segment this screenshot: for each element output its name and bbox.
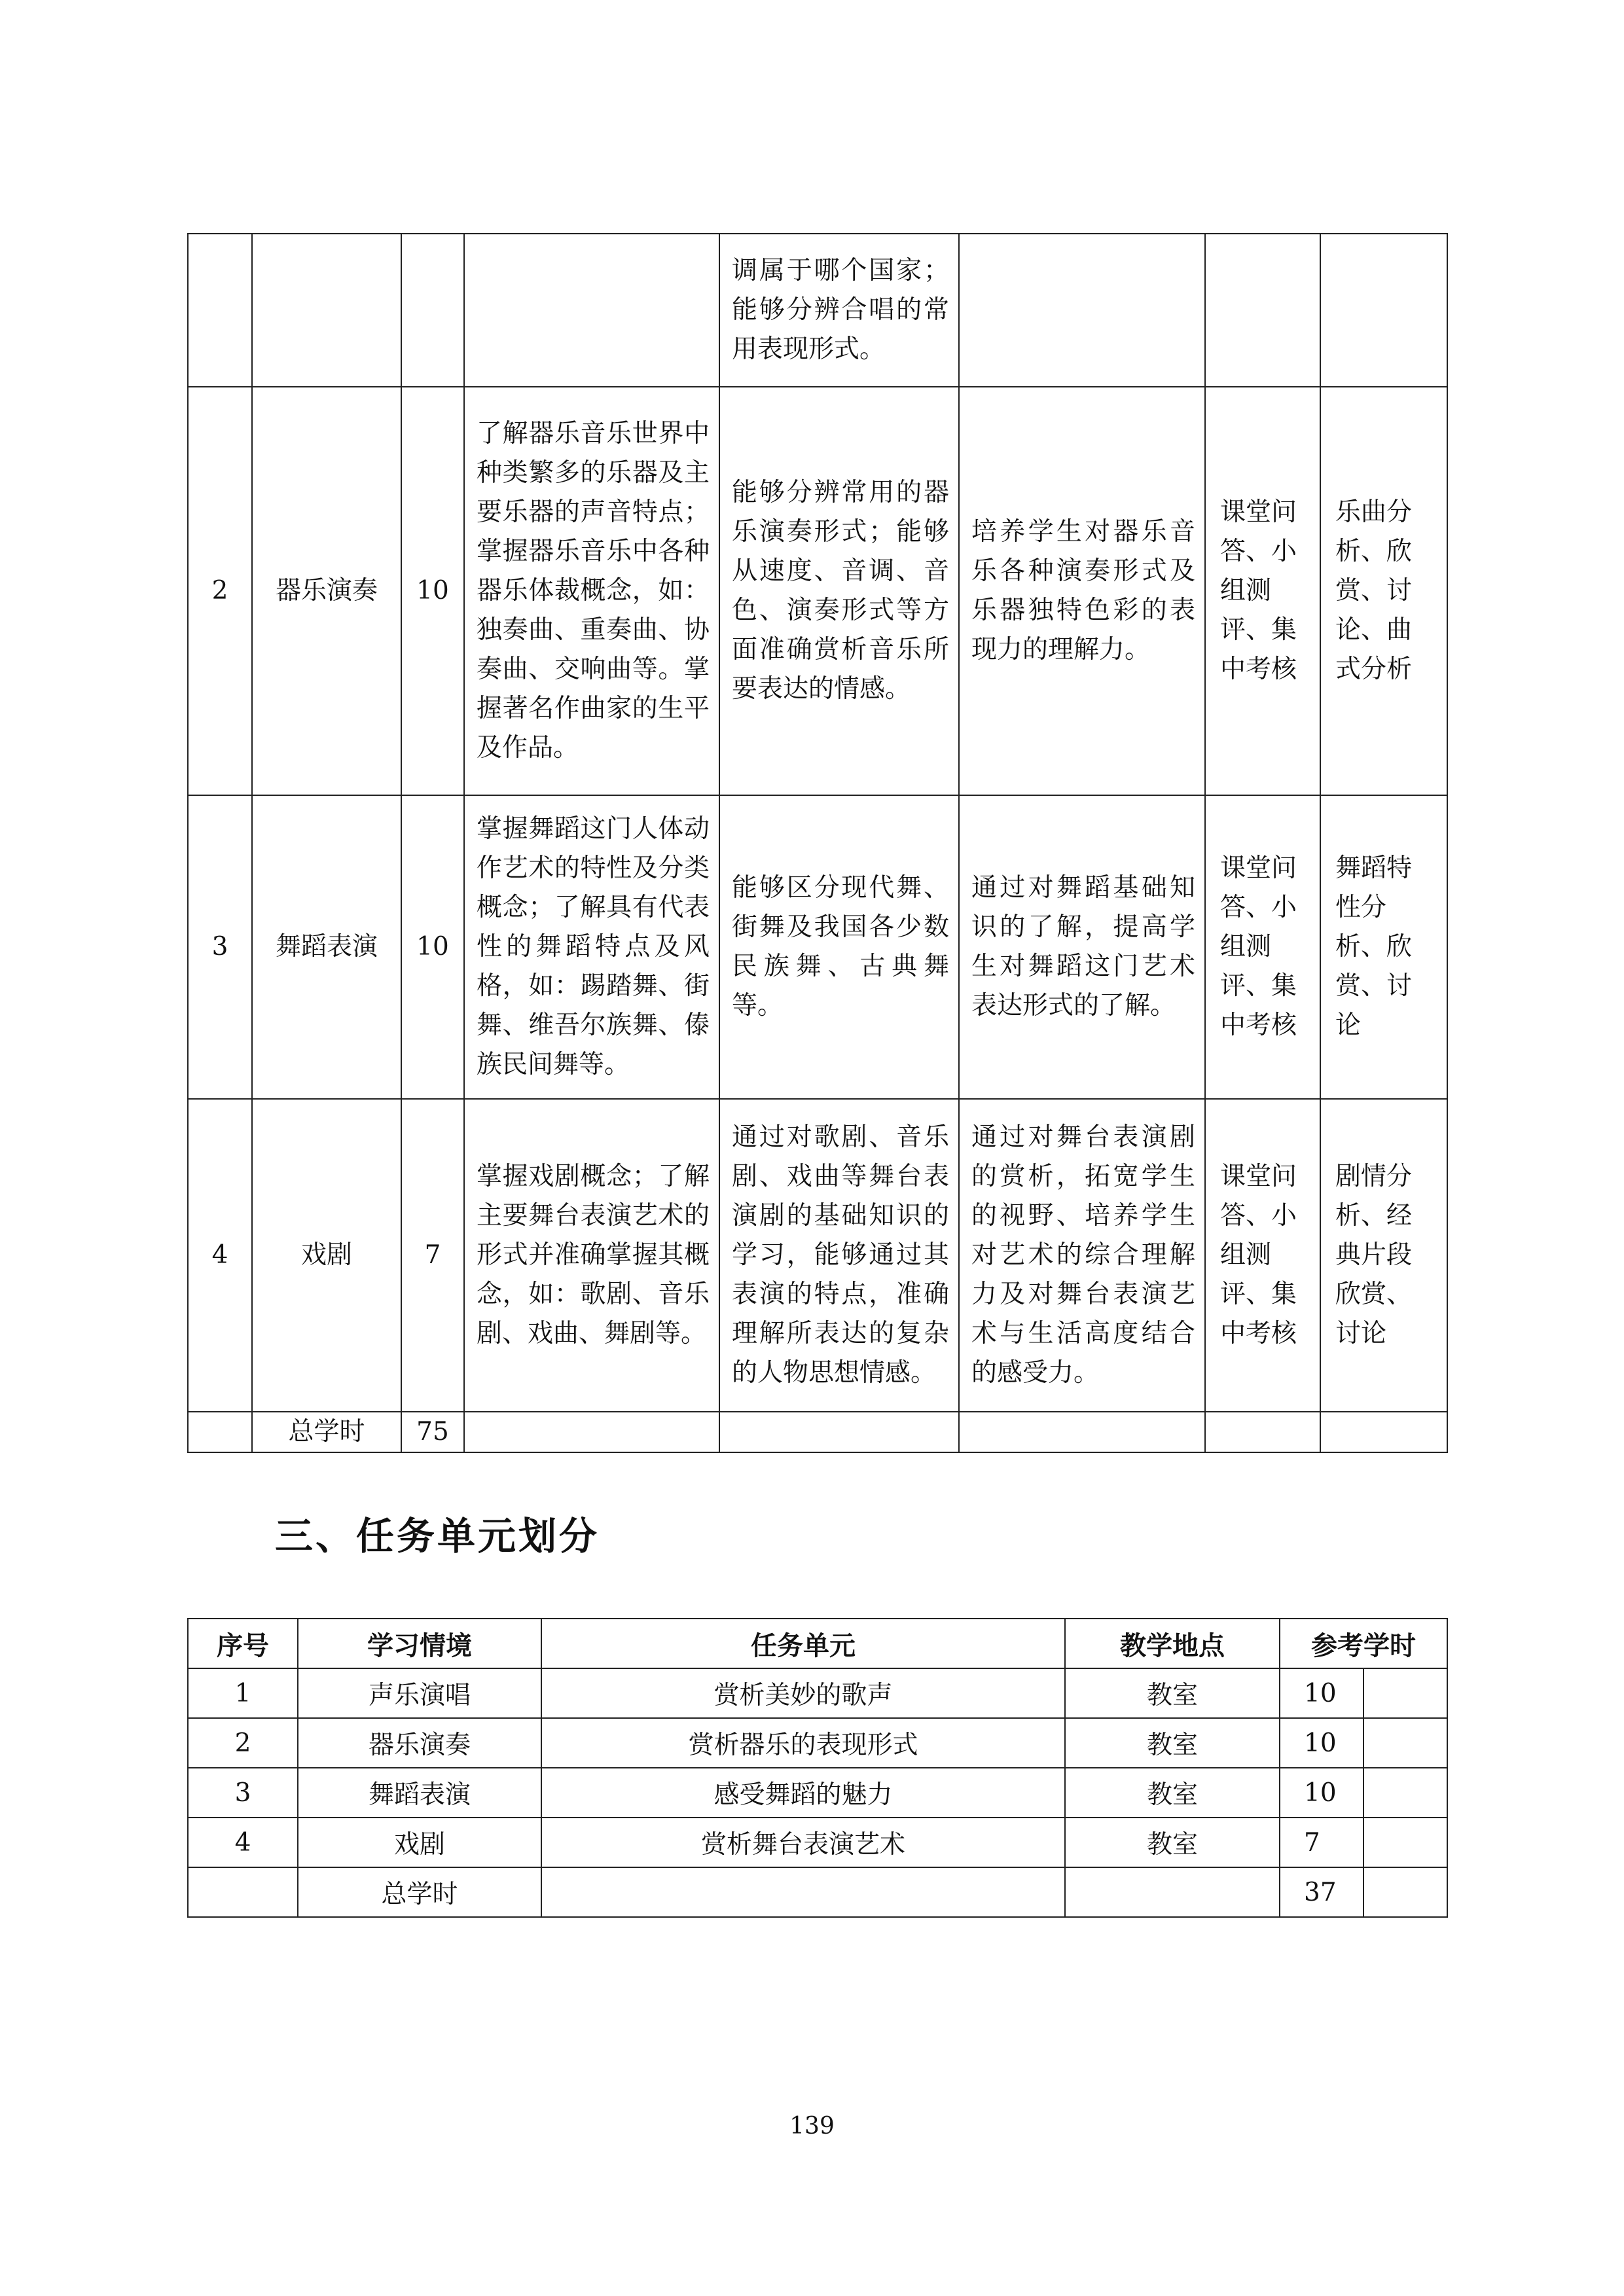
header-no: 序号 [188, 1619, 298, 1668]
total-label: 总学时 [252, 1412, 401, 1452]
row-quality [959, 234, 1205, 387]
row-number: 3 [188, 1768, 298, 1818]
row-unit: 赏析器乐的表现形式 [541, 1718, 1065, 1768]
row-hours: 10 [401, 387, 464, 795]
course-content-table [187, 233, 1448, 1453]
row-name [252, 234, 401, 387]
table-row [188, 1718, 1447, 1768]
row-unit: 感受舞蹈的魅力 [541, 1768, 1065, 1818]
row-hours [401, 234, 464, 387]
row-number: 3 [188, 795, 252, 1099]
row-assess: 课堂问答、小组测评、集中考核 [1205, 1099, 1320, 1412]
table-total-row [188, 1412, 1447, 1452]
row-hours: 10 [1280, 1718, 1363, 1768]
row-number: 4 [188, 1818, 298, 1867]
row-assess: 课堂问答、小组测评、集中考核 [1205, 795, 1320, 1099]
row-quality: 通过对舞台表演剧的赏析，拓宽学生的视野、培养学生对艺术的综合理解力及对舞台表演艺术与生活高度结合的感受力。 [959, 1099, 1205, 1412]
row-number: 2 [188, 387, 252, 795]
total-hours: 37 [1280, 1867, 1363, 1917]
table-header-row [188, 1619, 1447, 1668]
row-method [1320, 234, 1447, 387]
row-number: 4 [188, 1099, 252, 1412]
row-method: 剧情分析、经典片段欣赏、讨论 [1320, 1099, 1447, 1412]
row-knowledge: 了解器乐音乐世界中种类繁多的乐器及主要乐器的声音特点；掌握器乐音乐中各种器乐体裁概念，如：独奏曲、重奏曲、协奏曲、交响曲等。掌握著名作曲家的生平及作品。 [464, 387, 719, 795]
row-method: 舞蹈特性分析、欣赏、讨论 [1320, 795, 1447, 1099]
row-number: 1 [188, 1668, 298, 1718]
table-row [188, 1768, 1447, 1818]
header-unit: 任务单元 [541, 1619, 1065, 1668]
row-context: 器乐演奏 [298, 1718, 541, 1768]
row-skill: 能够分辨常用的器乐演奏形式；能够从速度、音调、音色、演奏形式等方面准确赏析音乐所要表达的情感。 [719, 387, 959, 795]
row-place: 教室 [1065, 1768, 1280, 1818]
row-hours: 10 [1280, 1768, 1363, 1818]
table-row [188, 1818, 1447, 1867]
row-context: 舞蹈表演 [298, 1768, 541, 1818]
table-row [188, 1668, 1447, 1718]
row-hours: 10 [401, 795, 464, 1099]
row-method: 乐曲分析、欣赏、讨论、曲式分析 [1320, 387, 1447, 795]
row-skill: 调属于哪个国家；能够分辨合唱的常用表现形式。 [719, 234, 959, 387]
header-place: 教学地点 [1065, 1619, 1280, 1668]
row-hours: 7 [1280, 1818, 1363, 1867]
table-total-row [188, 1867, 1447, 1917]
total-hours: 75 [401, 1412, 464, 1452]
table-row [188, 387, 1447, 795]
header-context: 学习情境 [298, 1619, 541, 1668]
row-assess: 课堂问答、小组测评、集中考核 [1205, 387, 1320, 795]
row-place: 教室 [1065, 1818, 1280, 1867]
row-name: 舞蹈表演 [252, 795, 401, 1099]
row-number [188, 234, 252, 387]
total-label: 总学时 [298, 1867, 541, 1917]
row-context: 戏剧 [298, 1818, 541, 1867]
row-name: 器乐演奏 [252, 387, 401, 795]
row-skill: 通过对歌剧、音乐剧、戏曲等舞台表演剧的基础知识的学习，能够通过其表演的特点，准确理解所表达的复杂的人物思想情感。 [719, 1099, 959, 1412]
row-unit: 赏析美妙的歌声 [541, 1668, 1065, 1718]
row-knowledge: 掌握戏剧概念；了解主要舞台表演艺术的形式并准确掌握其概念，如：歌剧、音乐剧、戏曲、舞剧等。 [464, 1099, 719, 1412]
row-quality: 通过对舞蹈基础知识的了解，提高学生对舞蹈这门艺术表达形式的了解。 [959, 795, 1205, 1099]
row-name: 戏剧 [252, 1099, 401, 1412]
row-hours: 10 [1280, 1668, 1363, 1718]
row-quality: 培养学生对器乐音乐各种演奏形式及乐器独特色彩的表现力的理解力。 [959, 387, 1205, 795]
row-context: 声乐演唱 [298, 1668, 541, 1718]
row-unit: 赏析舞台表演艺术 [541, 1818, 1065, 1867]
task-unit-table [187, 1618, 1448, 1918]
row-number: 2 [188, 1718, 298, 1768]
row-assess [1205, 234, 1320, 387]
row-skill: 能够区分现代舞、街舞及我国各少数民族舞、古典舞等。 [719, 795, 959, 1099]
header-hours: 参考学时 [1280, 1619, 1447, 1668]
table-row [188, 234, 1447, 387]
row-hours: 7 [401, 1099, 464, 1412]
row-place: 教室 [1065, 1718, 1280, 1768]
row-place: 教室 [1065, 1668, 1280, 1718]
row-knowledge: 掌握舞蹈这门人体动作艺术的特性及分类概念；了解具有代表性的舞蹈特点及风格，如：踢踏舞、街舞、维吾尔族舞、傣族民间舞等。 [464, 795, 719, 1099]
table-row [188, 795, 1447, 1099]
row-knowledge [464, 234, 719, 387]
section-heading: 三、任务单元划分 [275, 1514, 600, 1558]
page-number: 139 [789, 2113, 835, 2140]
table-row [188, 1099, 1447, 1412]
